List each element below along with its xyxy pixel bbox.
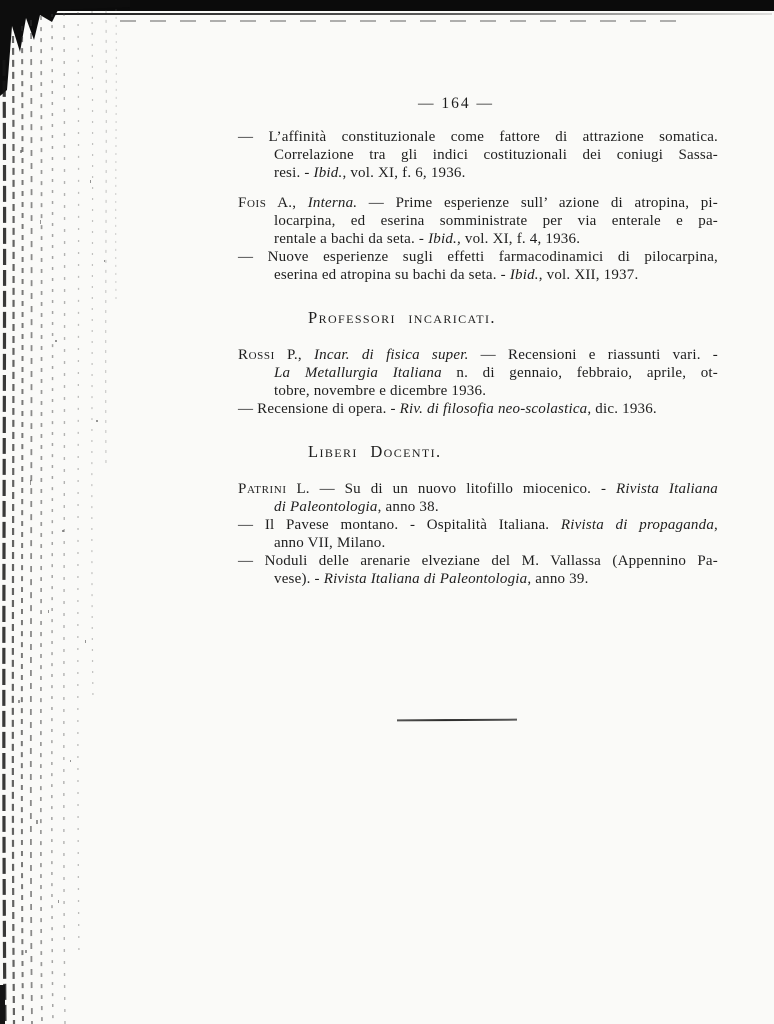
text-line xyxy=(238,230,718,248)
text-line xyxy=(238,382,718,400)
text-line xyxy=(238,266,718,284)
bibliography-entry xyxy=(238,248,718,284)
text-line xyxy=(238,480,718,498)
text-column xyxy=(238,128,718,588)
text-segment: — Recensione di opera. - xyxy=(238,401,400,417)
text-segment: Rossi xyxy=(238,347,275,363)
text-line xyxy=(238,516,718,534)
text-segment: — Nuove esperienze sugli effetti farmacodinamici di pilocarpina, xyxy=(238,249,718,265)
text-segment: , dic. 1936. xyxy=(587,401,657,417)
scan-page-edge-line-faint xyxy=(120,20,680,22)
text-segment: rentale a bachi da seta. - xyxy=(274,231,429,247)
text-segment: , anno 39. xyxy=(527,571,589,587)
text-segment: Patrini xyxy=(238,481,287,497)
text-segment: , xyxy=(714,517,718,533)
text-segment: — Recensioni e riassunti vari. - xyxy=(468,347,718,363)
text-segment: Ibid. xyxy=(509,267,539,283)
scan-page-edge-line xyxy=(38,13,772,15)
page-number: — 164 — xyxy=(418,95,494,112)
bibliography-entry xyxy=(238,400,718,418)
text-line xyxy=(238,364,718,382)
scan-bottom-blob xyxy=(0,985,5,1024)
edge-stripe xyxy=(22,26,23,1024)
text-segment: P., xyxy=(274,347,314,363)
text-segment: , vol. XI, f. 4, 1936. xyxy=(457,231,581,247)
bibliography-entry xyxy=(238,480,718,516)
text-segment: tobre, novembre e dicembre 1936. xyxy=(274,383,487,399)
text-segment: Incar. di fisica super. xyxy=(313,347,469,363)
edge-stripe xyxy=(92,11,93,700)
text-line xyxy=(238,248,718,266)
text-line xyxy=(238,570,718,588)
text-segment: Rivista Italiana di Paleontologia xyxy=(323,571,528,587)
section-heading: Professori incaricati. xyxy=(308,308,496,327)
text-segment: — Noduli delle arenarie elveziane del M. Vallassa (Appennino Pa- xyxy=(238,553,718,569)
text-line xyxy=(238,164,718,182)
text-segment: n. di gennaio, febbraio, aprile, ot- xyxy=(441,365,718,381)
section-heading: Liberi Docenti. xyxy=(308,442,442,461)
edge-stripe xyxy=(31,20,32,1024)
bibliography-entry xyxy=(238,346,718,400)
edge-stripe xyxy=(78,12,79,960)
text-segment: Ibid. xyxy=(313,165,343,181)
edge-stripe xyxy=(41,16,42,1024)
text-segment: locarpina, ed eserina somministrate per via enterale e pa- xyxy=(274,213,718,229)
text-line xyxy=(238,552,718,570)
edge-stripes xyxy=(4,9,116,1024)
footer-rule xyxy=(397,719,517,722)
bibliography-entry xyxy=(238,128,718,182)
text-segment: vese). - xyxy=(274,571,324,587)
text-segment: — Prime esperienze sull’ azione di atropina, pi- xyxy=(357,195,718,211)
text-segment: Rivista Italiana xyxy=(616,481,719,497)
text-segment: , anno 38. xyxy=(377,499,439,515)
text-segment: Interna. xyxy=(307,195,358,211)
edge-stripe xyxy=(106,10,107,470)
text-segment: anno VII, Milano. xyxy=(274,535,386,551)
text-segment: resi. - xyxy=(274,165,314,181)
text-line xyxy=(238,212,718,230)
edge-stripe xyxy=(13,36,14,1024)
edge-stripe xyxy=(52,14,53,1024)
text-segment: Riv. di filosofia neo-scolastica xyxy=(399,401,588,417)
text-segment: L. — Su di un nuovo litofillo miocenico. - xyxy=(286,481,616,497)
text-line xyxy=(238,128,718,146)
scan-left-book-edges xyxy=(0,0,130,1024)
bibliography-entry xyxy=(238,194,718,248)
text-segment: A., xyxy=(266,195,308,211)
text-line xyxy=(238,146,718,164)
bibliography-entry xyxy=(238,552,718,588)
text-segment: Ibid. xyxy=(428,231,457,247)
edge-stripe xyxy=(116,9,117,300)
text-segment: Correlazione tra gli indici costituzionali dei coniugi Sassa- xyxy=(274,147,718,163)
text-segment: di Paleontologia xyxy=(274,499,378,515)
text-line xyxy=(238,194,718,212)
bibliography-entry xyxy=(238,516,718,552)
text-segment: — L’affinità constituzionale come fattore di attrazione somatica. xyxy=(238,129,718,145)
text-line xyxy=(238,498,718,516)
edge-stripe xyxy=(4,60,5,1024)
text-segment: La Metallurgia Italiana xyxy=(274,365,442,381)
text-line xyxy=(238,346,718,364)
text-segment: Rivista di propaganda xyxy=(560,517,715,533)
scan-corner-blob xyxy=(0,0,130,96)
text-segment: — Il Pavese montano. - Ospitalità Italiana. xyxy=(238,517,561,533)
text-segment: , vol. XII, 1937. xyxy=(538,267,639,283)
text-segment: eserina ed atropina su bachi da seta. - xyxy=(274,267,510,283)
text-line xyxy=(238,400,718,418)
text-line xyxy=(238,534,718,552)
edge-stripe xyxy=(64,13,65,1024)
text-segment: , vol. XI, f. 6, 1936. xyxy=(342,165,466,181)
text-segment: Fois xyxy=(238,195,267,211)
